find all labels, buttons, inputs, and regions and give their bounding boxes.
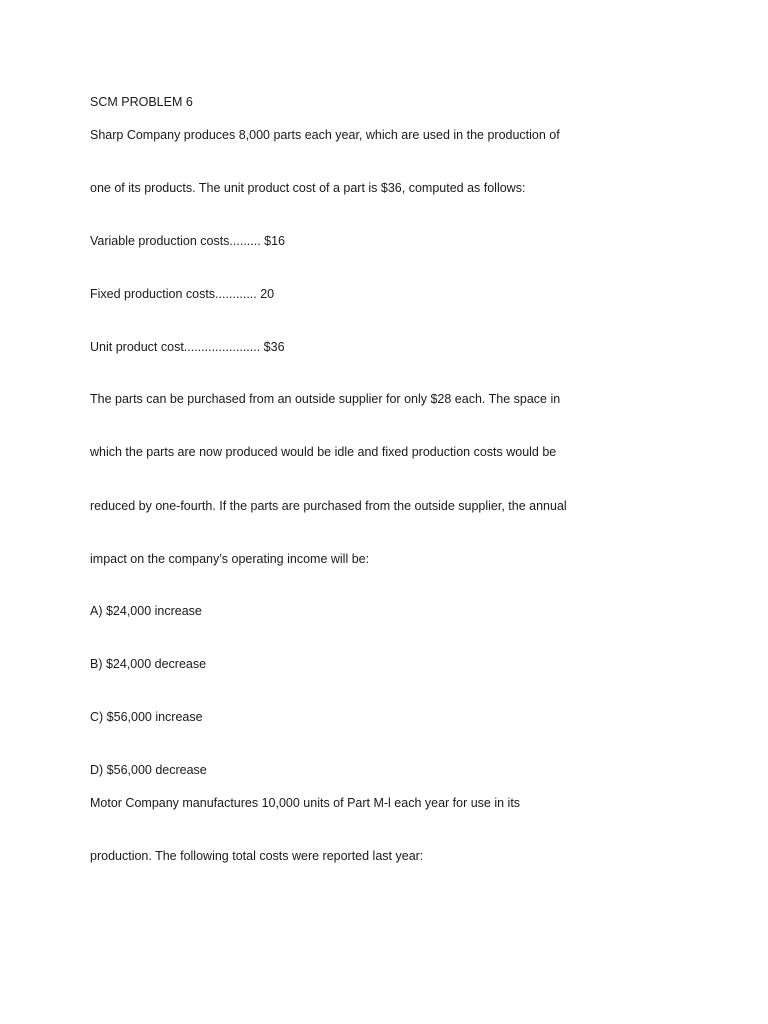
problem-1-body-line-4: impact on the company’s operating income will be: [90, 552, 370, 566]
problem-1-body-line-1: The parts can be purchased from an outside supplier for only $28 each. The space in [90, 392, 561, 406]
answer-option-c: C) $56,000 increase [90, 710, 203, 724]
answer-option-b: B) $24,000 decrease [90, 657, 207, 671]
problem-1-intro-line-2: one of its products. The unit product cost of a part is $36, computed as follows: [90, 181, 526, 195]
problem-1-intro-line-1: Sharp Company produces 8,000 parts each year, which are used in the production of [90, 128, 560, 142]
problem-2-line-1: Motor Company manufactures 10,000 units of Part M-l each year for use in its [90, 796, 521, 810]
problem-1-body-line-2: which the parts are now produced would be idle and fixed production costs would be [90, 445, 557, 459]
answer-option-a: A) $24,000 increase [90, 604, 202, 618]
cost-line-fixed: Fixed production costs............ 20 [90, 287, 275, 301]
problem-2-line-2: production. The following total costs were reported last year: [90, 849, 424, 863]
problem-1-body-line-3: reduced by one-fourth. If the parts are purchased from the outside supplier, the annual [90, 499, 567, 513]
document-heading: SCM PROBLEM 6 [90, 95, 193, 109]
cost-line-unit: Unit product cost...................... $36 [90, 340, 285, 354]
answer-option-d: D) $56,000 decrease [90, 763, 207, 777]
cost-line-variable: Variable production costs......... $16 [90, 234, 286, 248]
